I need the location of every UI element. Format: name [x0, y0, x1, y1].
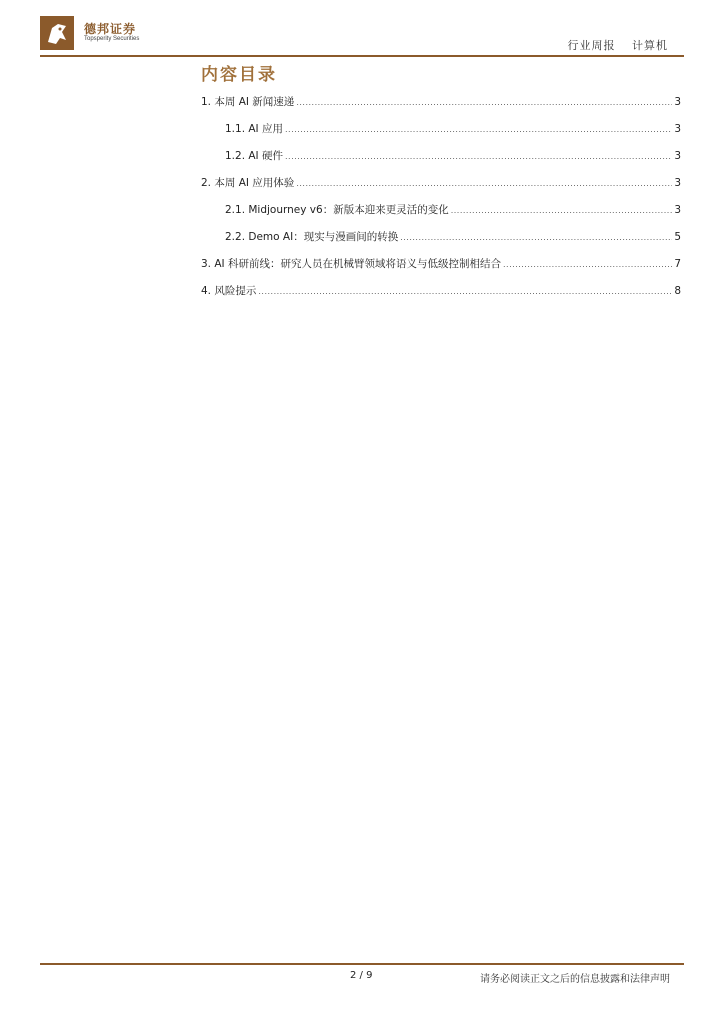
toc-leader-dots — [285, 125, 672, 134]
toc-entry-text: 1.2. AI 硬件 — [225, 150, 283, 162]
toc-entry[interactable] — [201, 148, 681, 162]
toc-leader-dots — [258, 287, 672, 296]
toc-leader-dots — [503, 260, 672, 269]
header-divider — [40, 55, 684, 57]
toc-entry-page: 5 — [674, 231, 681, 243]
toc-entry-text: 2. 本周 AI 应用体验 — [201, 177, 295, 189]
toc-entry-text: 3. AI 科研前线：研究人员在机械臂领域将语义与低级控制相结合 — [201, 258, 501, 270]
page-number: 2 / 9 — [350, 970, 373, 981]
toc-entry-page: 3 — [674, 96, 681, 108]
logo-icon — [40, 16, 74, 50]
toc-entry-text: 1. 本周 AI 新闻速递 — [201, 96, 295, 108]
toc-entry-text: 1.1. AI 应用 — [225, 123, 283, 135]
toc-leader-dots — [285, 152, 672, 161]
toc-entry-page: 7 — [674, 258, 681, 270]
report-type-label: 行业周报 — [567, 39, 616, 52]
toc-entry-text: 2.2. Demo AI：现实与漫画间的转换 — [225, 231, 399, 243]
toc-entry[interactable] — [201, 229, 681, 243]
toc-entry-page: 8 — [674, 285, 681, 297]
industry-label: 计算机 — [632, 39, 668, 52]
toc-entry[interactable] — [201, 94, 681, 108]
toc-leader-dots — [400, 233, 672, 242]
logo-english-name: Topsperity Securities — [84, 36, 140, 42]
toc-leader-dots — [296, 98, 672, 107]
toc-entry-page: 3 — [674, 123, 681, 135]
toc-entry-page: 3 — [674, 150, 681, 162]
toc-entry[interactable] — [201, 175, 681, 189]
toc-entry[interactable] — [201, 202, 681, 216]
toc-entry[interactable] — [201, 256, 681, 270]
toc-entry-page: 3 — [674, 204, 681, 216]
logo-chinese-name: 德邦证券 — [84, 22, 137, 36]
toc-entry[interactable] — [201, 121, 681, 135]
toc-entry-text: 4. 风险提示 — [201, 285, 257, 297]
header-labels — [568, 37, 669, 53]
toc-title: 内容目录 — [201, 65, 277, 85]
toc-entry-text: 2.1. Midjourney v6：新版本迎来更灵活的变化 — [225, 204, 449, 216]
toc-leader-dots — [296, 179, 672, 188]
legal-disclaimer: 请务必阅读正文之后的信息披露和法律声明 — [480, 974, 670, 985]
company-logo — [40, 16, 150, 50]
toc-entry[interactable] — [201, 283, 681, 297]
footer-divider — [40, 963, 684, 965]
toc-leader-dots — [451, 206, 673, 215]
toc-entry-page: 3 — [674, 177, 681, 189]
